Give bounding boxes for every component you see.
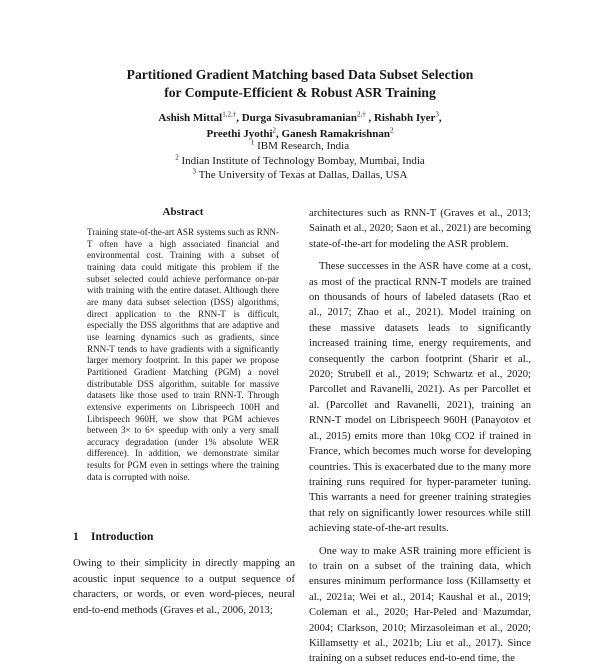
author-affil-mark: 3 xyxy=(435,110,439,119)
author-name: Preethi Jyothi xyxy=(206,128,273,140)
section-heading-introduction xyxy=(73,531,293,543)
author-name: Rishabh Iyer xyxy=(373,112,436,124)
author-list xyxy=(0,110,600,142)
author-affil-mark: 2 xyxy=(272,126,277,135)
author-name: Durga Sivasubramanian xyxy=(241,112,357,124)
affiliation-text: The University of Texas at Dallas, Dallas, USA xyxy=(198,169,408,181)
author-line-2: Preethi Jyothi$^2$, Ganesh Ramakrishnan$^2$ xyxy=(206,126,394,140)
intro-left-column xyxy=(73,556,295,618)
affiliation-mark: 2 xyxy=(175,152,179,161)
section-title: Introduction xyxy=(91,531,154,543)
abstract-heading: Abstract xyxy=(162,206,204,218)
body-paragraph: One way to make ASR training more efficient is to train on a subset of the training data, which ensures minimum performance loss (Killamsetty et al., 2021a; Wei et al., 2014; Kaushal et al., 2019; Coleman et al., 2020; Har-Peled and Mazumdar, 2004; Clarkson, 2010; Mirzasoleiman et al., 2020; Killamsetty et al., 2021b; Liu et al., 2017). Since training on a subset reduces end-to-end time, the xyxy=(309,545,531,665)
intro-paragraph: Owing to their simplicity in directly mapping an acoustic input sequence to a output sequence of characters, or words, or even word-pieces, neural end-to-end methods (Graves et al., 2006, 2013; xyxy=(73,558,295,616)
paper-title-line-1: Partitioned Gradient Matching based Data Subset Selection xyxy=(126,67,474,82)
author-affil-mark: 2,† xyxy=(356,110,366,119)
abstract-text: Training state-of-the-art ASR systems such as RNN-T often have a high associated financial and environmental cost. Training with a subset of training data could mitigate this problem if the subset selected could achieve performance on-par with training with the entire dataset. Although there are many data subset selection (DSS) algorithms, direct application to the RNN-T is difficult, especially the DSS algorithms that are adaptive and use learning dynamics such as gradients, since RNN-T tends to have gradients with a significantly larger memory footprint. In this paper we propose Partitioned Gradient Matching (PGM) a novel distributable DSS algorithm, suitable for massive datasets like those used to train RNN-T. Through extensive experiments on Librispeech 100H and Librispeech 960H, we show that PGM achieves between 3× to 6× speedup with only a very small accuracy degradation (under 1% absolute WER difference). In addition, we demonstrate similar results for PGM even in settings where the training data is corrupted with noise. xyxy=(87,227,279,482)
affiliation-text: Indian Institute of Technology Bombay, Mumbai, India xyxy=(181,154,425,167)
affiliation-mark: 1 xyxy=(250,138,255,147)
affiliation xyxy=(0,154,600,169)
author-line-1: Ashish Mittal$^{1,2,\dagger}$, Durga Sivasubramanian$^{2,\dagger}$ , Rishabh Iyer$^3$, xyxy=(158,110,442,124)
author-affil-mark: 1,2,† xyxy=(222,110,237,119)
affiliation-text: IBM Research, India xyxy=(257,140,350,152)
paper-title xyxy=(0,66,600,102)
author-name: Ganesh Ramakrishnan xyxy=(281,128,391,140)
affiliation xyxy=(0,139,600,154)
author-affil-mark: 2 xyxy=(390,126,394,135)
affiliation-list xyxy=(0,139,600,183)
paper-title-line-2: for Compute-Efficient & Robust ASR Training xyxy=(164,85,436,100)
right-column xyxy=(309,206,531,667)
author-name: Ashish Mittal xyxy=(158,112,223,124)
section-number: 1 xyxy=(73,531,79,543)
body-paragraph: These successes in the ASR have come at a cost, as most of the practical RNN-T models are trained on thousands of hours of labeled datasets (Rao et al., 2017; Zhao et al., 2021). Model training on these massive datasets leads to significantly increased training time, energy requirements, and consequently the carbon footprint (Sharir et al., 2020; Strubell et al., 2019; Schwartz et al., 2020; Parcollet and Ravanelli, 2021). As per Parcollet et al. (Parcollet and Ravanelli, 2021), training an RNN-T model on Librispeech 960H (Panayotov et al., 2015) emits more than 10kg CO2 if trained in France, which becomes much worse for developing countries. This is exacerbated due to the many more training runs required for hyper-parameter tuning. This warrants a need for greener training strategies that rely on significantly lower resources while still achieving state-of-the-art results. xyxy=(309,261,531,535)
affiliation xyxy=(0,168,600,183)
body-paragraph: architectures such as RNN-T (Graves et al., 2013; Sainath et al., 2020; Saon et al., 2021) are becoming state-of-the-art for modeling the ASR problem. xyxy=(309,208,531,250)
affiliation-mark: 3 xyxy=(192,167,197,176)
abstract-body xyxy=(87,227,279,483)
